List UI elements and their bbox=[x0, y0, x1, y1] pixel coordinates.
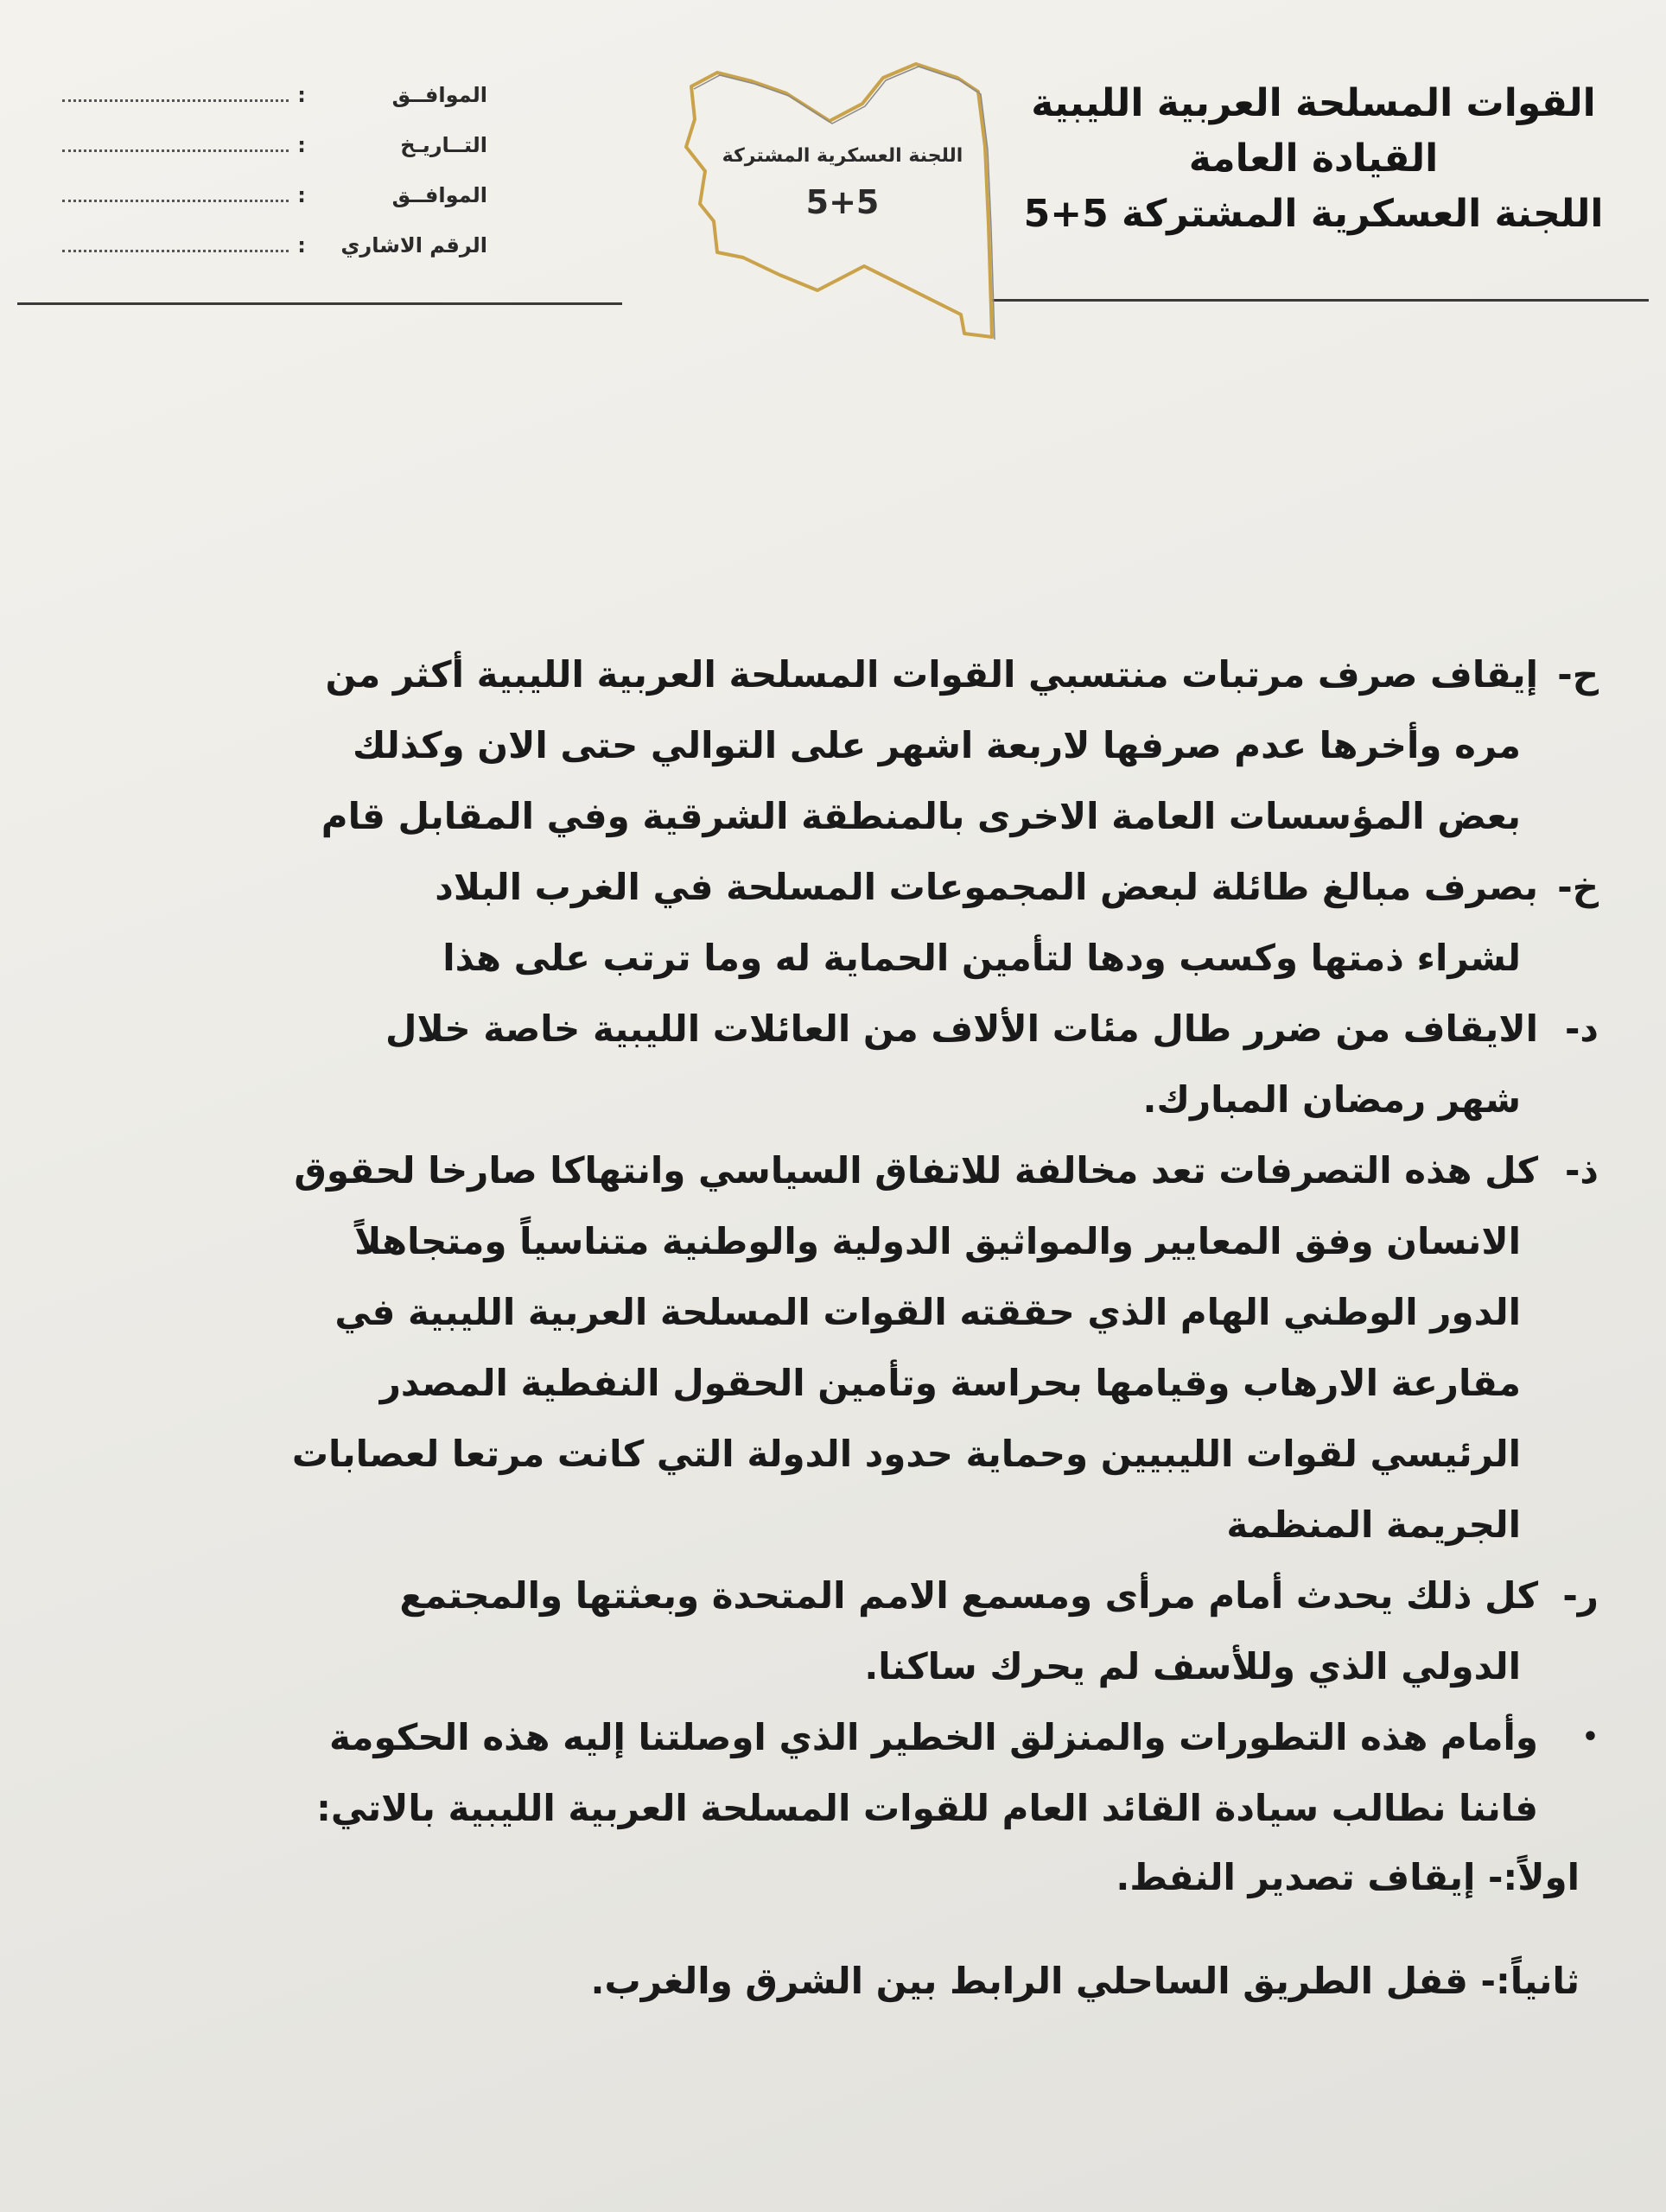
text-line: مره وأخرها عدم صرفها لاربعة اشهر على التوالي حتى الان وكذلك bbox=[352, 724, 1521, 766]
organization-header bbox=[1002, 76, 1625, 242]
list-item bbox=[52, 852, 1599, 994]
item-marker: ح- bbox=[1557, 653, 1599, 696]
field-dotted-line bbox=[62, 234, 289, 252]
emblem-title: اللجنة العسكرية المشتركة bbox=[722, 145, 963, 167]
text-line: الرئيسي لقوات الليبيين وحماية حدود الدولة التي كانت مرتعا لعصابات bbox=[291, 1433, 1521, 1475]
text-line: إيقاف صرف مرتبات منتسبي القوات المسلحة العربية الليبية أكثر من bbox=[325, 653, 1538, 696]
emblem-number: 5+5 bbox=[805, 183, 880, 221]
field-label: التــاريـخ bbox=[400, 133, 487, 157]
text-line: بصرف مبالغ طائلة لبعض المجموعات المسلحة في الغرب البلاد bbox=[435, 866, 1538, 908]
field-colon: : bbox=[297, 133, 306, 157]
demand-second: ثانياً:- قفل الطريق الساحلي الرابط بين الشرق والغرب. bbox=[590, 1960, 1580, 2002]
item-marker: ر- bbox=[1562, 1574, 1599, 1617]
field-dotted-line bbox=[62, 134, 289, 152]
text-line: كل هذه التصرفات تعد مخالفة للاتفاق السياسي وانتهاكا صارخا لحقوق bbox=[294, 1149, 1538, 1192]
text-line: مقارعة الارهاب وقيامها بحراسة وتأمين الحقول النفطية المصدر bbox=[379, 1362, 1521, 1404]
field-row bbox=[55, 183, 487, 233]
item-text bbox=[52, 1560, 1538, 1702]
bullet-icon: • bbox=[1581, 1722, 1599, 1752]
text-line: الدور الوطني الهام الذي حققته القوات المسلحة العربية الليبية في bbox=[334, 1291, 1521, 1333]
field-colon: : bbox=[297, 183, 306, 207]
field-label: الموافــق bbox=[391, 83, 487, 107]
field-colon: : bbox=[297, 233, 306, 257]
reference-fields bbox=[55, 83, 487, 283]
field-colon: : bbox=[297, 83, 306, 107]
list-item bbox=[52, 639, 1599, 852]
text-line: لشراء ذمتها وكسب ودها لتأمين الحماية له وما ترتب على هذا bbox=[442, 937, 1521, 979]
demand-first: اولاً:- إيقاف تصدير النفط. bbox=[1116, 1856, 1580, 1898]
field-row bbox=[55, 133, 487, 183]
field-row bbox=[55, 83, 487, 133]
text-line: وأمام هذه التطورات والمنزلق الخطير الذي اوصلتنا إليه هذه الحكومة bbox=[329, 1716, 1538, 1758]
header-right-rule bbox=[992, 299, 1649, 302]
list-item bbox=[52, 1135, 1599, 1560]
org-command-line: القيادة العامة bbox=[1188, 137, 1439, 181]
text-line: الايقاف من ضرر طال مئات الألاف من العائلات الليبية خاصة خلال bbox=[385, 1007, 1538, 1050]
org-name-line: القوات المسلحة العربية الليبية bbox=[1031, 81, 1596, 125]
item-text bbox=[52, 639, 1538, 852]
text-line: الدولي الذي وللأسف لم يحرك ساكنا. bbox=[864, 1645, 1521, 1688]
bullet-item bbox=[52, 1702, 1599, 1844]
item-text bbox=[52, 1702, 1538, 1844]
item-text bbox=[52, 994, 1538, 1135]
header-left-rule bbox=[17, 302, 622, 305]
item-marker: ذ- bbox=[1565, 1149, 1599, 1192]
text-line: شهر رمضان المبارك. bbox=[1142, 1078, 1521, 1121]
field-dotted-line bbox=[62, 184, 289, 202]
field-dotted-line bbox=[62, 84, 289, 102]
text-line: الجريمة المنظمة bbox=[1226, 1503, 1521, 1546]
field-label: الرقم الاشاري bbox=[340, 233, 487, 257]
org-committee-line: اللجنة العسكرية المشتركة 5+5 bbox=[1023, 192, 1604, 236]
letter-body bbox=[52, 639, 1599, 1844]
item-text bbox=[52, 852, 1538, 994]
text-line: الانسان وفق المعايير والمواثيق الدولية والوطنية متناسياً ومتجاهلاً bbox=[354, 1220, 1521, 1262]
item-marker: د- bbox=[1565, 1007, 1599, 1050]
field-label: الموافــق bbox=[391, 183, 487, 207]
list-item bbox=[52, 1560, 1599, 1702]
text-line: بعض المؤسسات العامة الاخرى بالمنطقة الشرقية وفي المقابل قام bbox=[321, 795, 1521, 837]
item-marker: خ- bbox=[1557, 866, 1599, 908]
text-line: كل ذلك يحدث أمام مرأى ومسمع الامم المتحدة وبعثتها والمجتمع bbox=[399, 1574, 1538, 1617]
list-item bbox=[52, 994, 1599, 1135]
text-line: فاننا نطالب سيادة القائد العام للقوات المسلحة العربية الليبية بالاتي: bbox=[316, 1787, 1538, 1829]
field-row bbox=[55, 233, 487, 283]
item-text bbox=[52, 1135, 1538, 1560]
